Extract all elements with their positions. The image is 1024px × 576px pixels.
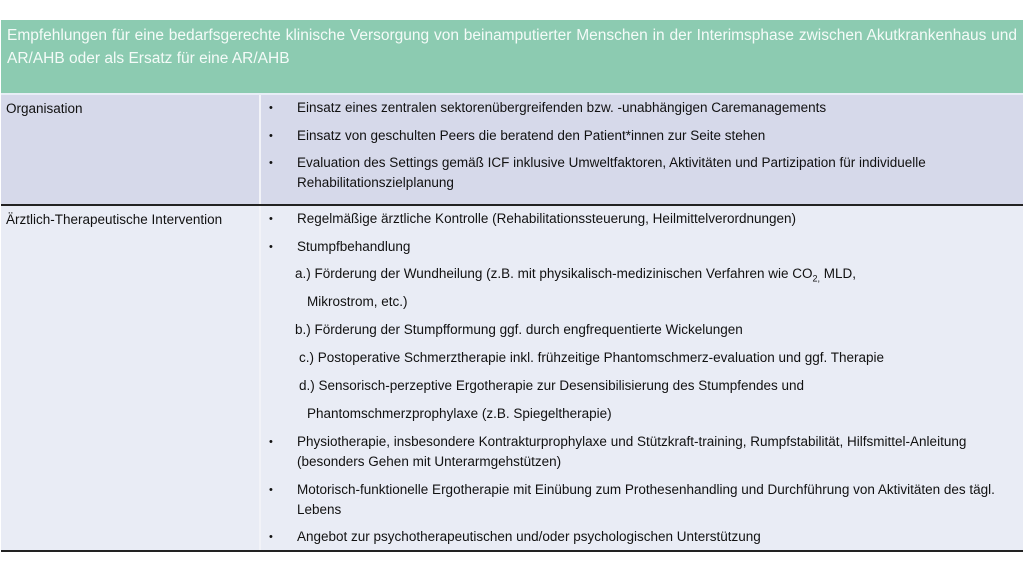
row-items [261, 95, 1023, 204]
list-item: • Stumpfbehandlung [269, 237, 1015, 257]
list-item: • Einsatz eines zentralen sektorenübergreifenden bzw. -unabhängigen Caremanagements [269, 98, 1015, 118]
list-item: • Evaluation des Settings gemäß ICF inklusive Umweltfaktoren, Aktivitäten und Partizipation für individuelle Rehabilitationszielplanung [269, 153, 1015, 193]
row-items [261, 206, 1023, 550]
bullet-icon: • [269, 531, 273, 543]
sub-item-c: c.) Postoperative Schmerztherapie inkl. frühzeitige Phantomschmerz-evaluation und ggf. Therapie [299, 350, 885, 365]
sub-item-d-continued: Phantomschmerzprophylaxe (z.B. Spiegeltherapie) [307, 406, 612, 421]
table-title: Empfehlungen für eine bedarfsgerechte klinische Versorgung von beinamputierter Menschen in der Interimsphase zwischen Akutkrankenhaus und AR/AHB oder als Ersatz für eine AR/AHB [7, 27, 1017, 67]
table-header [1, 20, 1023, 95]
bullet-icon: • [269, 436, 273, 448]
bullet-icon: • [269, 483, 273, 496]
row-label: Organisation [1, 95, 261, 204]
bullet-icon: • [269, 157, 273, 169]
list-item: • Physiotherapie, insbesondere Kontrakturprophylaxe und Stützkraft-training, Rumpfstabilität, Hilfsmittel-Anleitung (besonders Gehen mit Unterarmgehstützen) [269, 432, 1015, 472]
list-item: • Einsatz von geschulten Peers die beratend den Patient*innen zur Seite stehen [269, 126, 1015, 146]
recommendations-table [1, 20, 1023, 552]
table-row-organisation [1, 95, 1023, 206]
bullet-icon: • [269, 213, 273, 225]
bullet-icon: • [269, 240, 273, 253]
list-item: • Motorisch-funktionelle Ergotherapie mit Einübung zum Prothesenhandling und Durchführung von Aktivitäten des tägl. Lebens [269, 480, 1015, 520]
table-row-intervention [1, 206, 1023, 552]
list-item: • Regelmäßige ärztliche Kontrolle (Rehabilitationssteuerung, Heilmittelverordnungen) [269, 209, 1015, 229]
sub-item-a: a.) Förderung der Wundheilung (z.B. mit physikalisch-medizinischen Verfahren wie $CO_{2,}$ MLD, [295, 266, 857, 284]
row-label: Ärztlich-Therapeutische Intervention [1, 206, 261, 550]
bullet-icon: • [269, 102, 273, 114]
list-item: • Angebot zur psychotherapeutischen und/oder psychologischen Unterstützung [269, 527, 1015, 547]
sub-item-a-continued: Mikrostrom, etc.) [307, 294, 408, 309]
bullet-icon: • [269, 129, 273, 142]
sub-item-d: d.) Sensorisch-perzeptive Ergotherapie zur Desensibilisierung des Stumpfendes und [299, 378, 805, 393]
sub-item-b: b.) Förderung der Stumpfformung ggf. durch engfrequentierte Wickelungen [295, 322, 743, 337]
